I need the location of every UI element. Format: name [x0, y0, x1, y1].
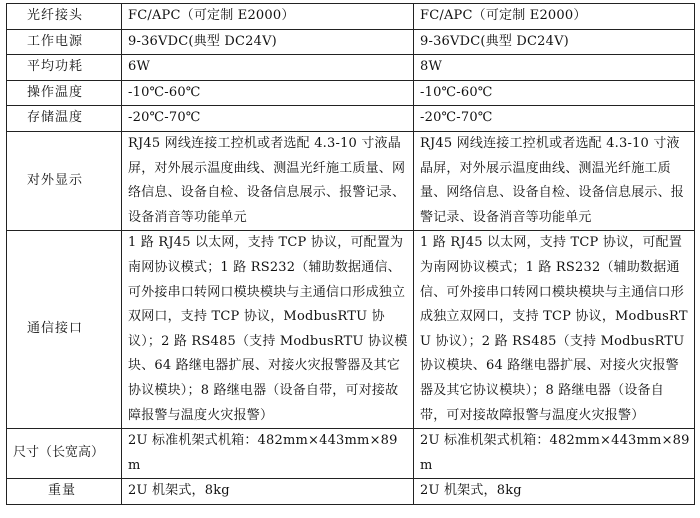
row-value-col2: RJ45 网线连接工控机或者选配 4.3-10 寸液晶屏，对外展示温度曲线、测温光纤施工质量、网络信息、设备自检、设备信息展示、报警记录、设备消音等功能单元: [414, 131, 695, 230]
row-value-col2: -20℃-70℃: [414, 106, 695, 132]
row-value-col1: -10℃-60℃: [122, 80, 414, 106]
table-row: [7, 55, 695, 81]
table-row: [7, 4, 695, 30]
row-value-col2: 2U 机架式，8kg: [414, 479, 695, 505]
row-value-col1: 2U 机架式，8kg: [122, 479, 414, 505]
row-label: 存储温度: [7, 106, 122, 132]
row-label: 工作电源: [7, 29, 122, 55]
row-value-col1: 6W: [122, 55, 414, 81]
row-value-col1: 2U 标准机架式机箱：482mm×443mm×89m: [122, 429, 414, 479]
table-row: [7, 80, 695, 106]
table-row: [7, 131, 695, 230]
row-value-col2: 9-36VDC(典型 DC24V): [414, 29, 695, 55]
row-value-col1: 1 路 RJ45 以太网，支持 TCP 协议，可配置为南网协议模式；1 路 RS232（辅助数据通信、可外接串口转网口模块模块与主通信口形成独立双网口，支持 TCP 协议，ModbusRTU 协议）；2 路 RS485（支持 ModbusRTU 协议模块、64 路继电器扩展、对接火灾报警器及其它协议模块）；8 路继电器（设备自带，可对接故障报警与温度火灾报警）: [122, 231, 414, 429]
row-label: 光纤接头: [7, 4, 122, 30]
row-value-col2: 1 路 RJ45 以太网，支持 TCP 协议，可配置为南网协议模式；1 路 RS232（辅助数据通信、可外接串口转网口模块模块与主通信口形成独立双网口，支持 TCP 协议，ModbusRTU 协议）；2 路 RS485（支持 ModbusRTU 协议模块、64 路继电器扩展、对接火灾报警器及其它协议模块）；8 路继电器（设备自带，可对接故障报警与温度火灾报警）: [414, 231, 695, 429]
row-value-col1: 9-36VDC(典型 DC24V): [122, 29, 414, 55]
row-value-col2: -10℃-60℃: [414, 80, 695, 106]
row-label: 通信接口: [7, 231, 122, 429]
table-row: [7, 479, 695, 505]
row-value-col1: FC/APC（可定制 E2000）: [122, 4, 414, 30]
table-row: [7, 106, 695, 132]
table-row: [7, 29, 695, 55]
row-value-col1: -20℃-70℃: [122, 106, 414, 132]
row-label: 操作温度: [7, 80, 122, 106]
row-label: 重量: [7, 479, 122, 505]
row-label: 尺寸（长宽高）: [7, 429, 122, 479]
spec-table: [6, 3, 695, 505]
row-value-col2: FC/APC（可定制 E2000）: [414, 4, 695, 30]
row-value-col1: RJ45 网线连接工控机或者选配 4.3-10 寸液晶屏，对外展示温度曲线、测温光纤施工质量、网络信息、设备自检、设备信息展示、报警记录、设备消音等功能单元: [122, 131, 414, 230]
table-row: [7, 429, 695, 479]
row-label: 平均功耗: [7, 55, 122, 81]
row-value-col2: 8W: [414, 55, 695, 81]
row-label: 对外显示: [7, 131, 122, 230]
row-value-col2: 2U 标准机架式机箱：482mm×443mm×89m: [414, 429, 695, 479]
table-row: [7, 231, 695, 429]
